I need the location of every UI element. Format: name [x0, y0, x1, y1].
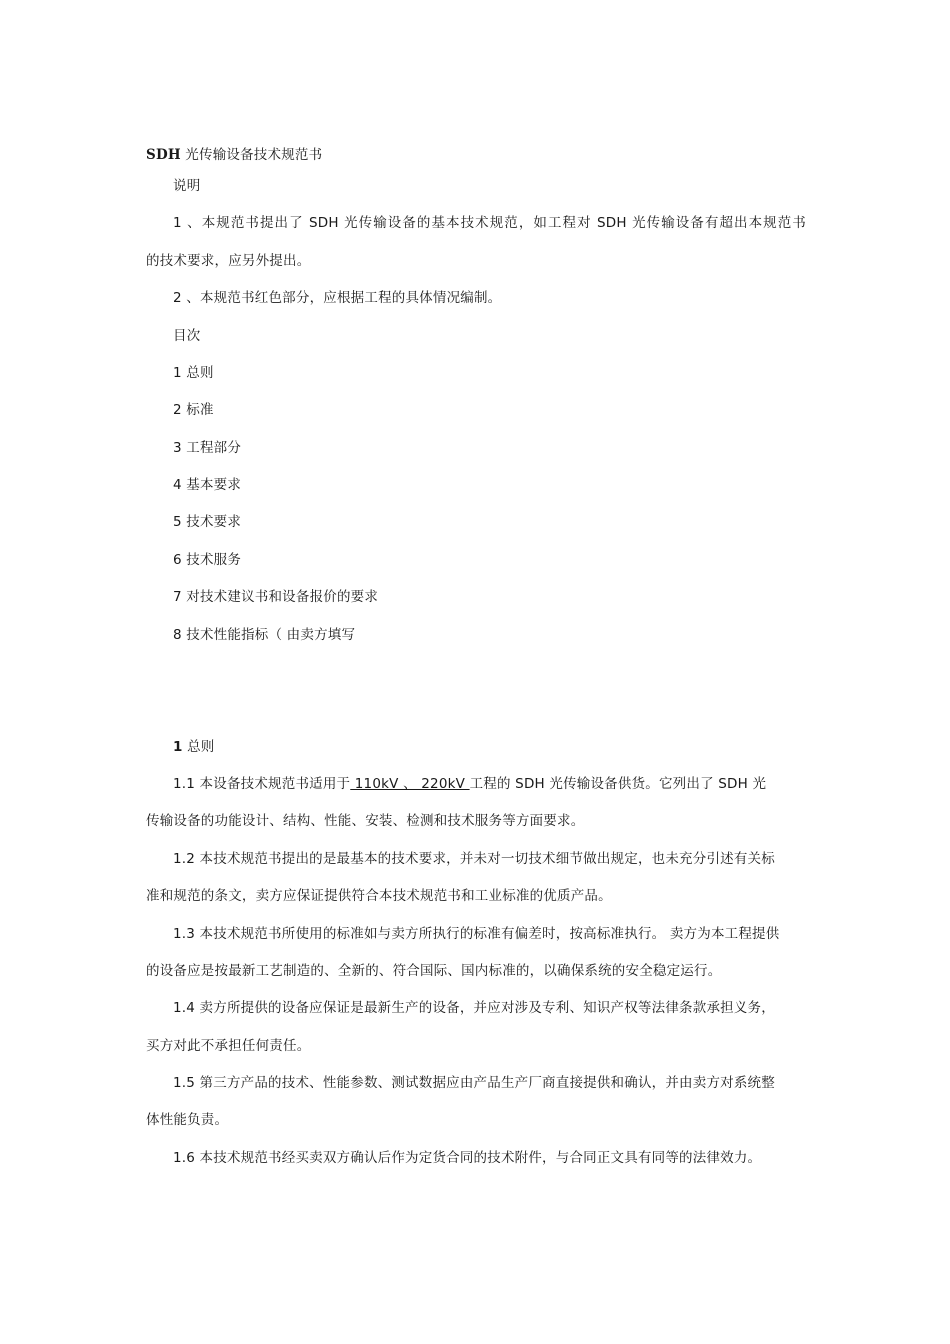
note-2: 2 、本规范书红色部分，应根据工程的具体情况编制。	[173, 290, 502, 306]
paragraph-1-5-line-2: 体性能负责。	[146, 1112, 229, 1128]
toc-item: 8 技术性能指标（ 由卖方填写	[173, 627, 356, 643]
paragraph-1-6: 1.6 本技术规范书经买卖双方确认后作为定货合同的技术附件，与合同正文具有同等的法律效力。	[173, 1150, 762, 1166]
paragraph-1-1-line-2: 传输设备的功能设计、结构、性能、安装、检测和技术服务等方面要求。	[146, 813, 585, 829]
paragraph-1-4-line-2: 买方对此不承担任何责任。	[146, 1038, 311, 1054]
toc-heading: 目次	[173, 328, 201, 344]
p11-prefix: 1.1 本设备技术规范书适用于	[173, 776, 351, 792]
paragraph-1-1-line-1	[173, 775, 766, 793]
toc-item: 3 工程部分	[173, 440, 242, 456]
section-1-number: 1	[173, 739, 183, 755]
note-1-line-1: 1 、本规范书提出了 SDH 光传输设备的基本技术规范，如工程对 SDH 光传输设备有超出本规范书	[173, 215, 806, 231]
section-1-title: 总则	[182, 739, 215, 755]
toc-item: 2 标准	[173, 402, 214, 418]
document-title	[146, 146, 322, 164]
document-title-bold: SDH	[146, 147, 181, 163]
paragraph-1-2-line-1: 1.2 本技术规范书提出的是最基本的技术要求，并未对一切技术细节做出规定，也未充分引述有关标	[173, 851, 775, 867]
section-1-heading	[173, 738, 215, 756]
note-1-line-2: 的技术要求，应另外提出。	[146, 253, 311, 269]
paragraph-1-2-line-2: 准和规范的条文，卖方应保证提供符合本技术规范书和工业标准的优质产品。	[146, 888, 612, 904]
toc-item: 7 对技术建议书和设备报价的要求	[173, 589, 379, 605]
toc-item: 5 技术要求	[173, 514, 242, 530]
document-title-rest: 光传输设备技术规范书	[180, 147, 323, 163]
paragraph-1-3-line-1: 1.3 本技术规范书所使用的标准如与卖方所执行的标准有偏差时，按高标准执行。 卖方为本工程提供	[173, 926, 780, 942]
p11-voltage-range: 110kV 、 220kV	[350, 776, 470, 792]
toc-item: 1 总则	[173, 365, 214, 381]
toc-item: 4 基本要求	[173, 477, 242, 493]
paragraph-1-4-line-1: 1.4 卖方所提供的设备应保证是最新生产的设备，并应对涉及专利、知识产权等法律条款承担义务，	[173, 1000, 775, 1016]
explanation-heading: 说明	[173, 178, 201, 194]
p11-suffix: 工程的 SDH 光传输设备供货。它列出了 SDH 光	[469, 776, 767, 792]
paragraph-1-3-line-2: 的设备应是按最新工艺制造的、全新的、符合国际、国内标准的，以确保系统的安全稳定运行。	[146, 963, 722, 979]
toc-item: 6 技术服务	[173, 552, 242, 568]
paragraph-1-5-line-1: 1.5 第三方产品的技术、性能参数、测试数据应由产品生产厂商直接提供和确认，并由卖方对系统整	[173, 1075, 775, 1091]
